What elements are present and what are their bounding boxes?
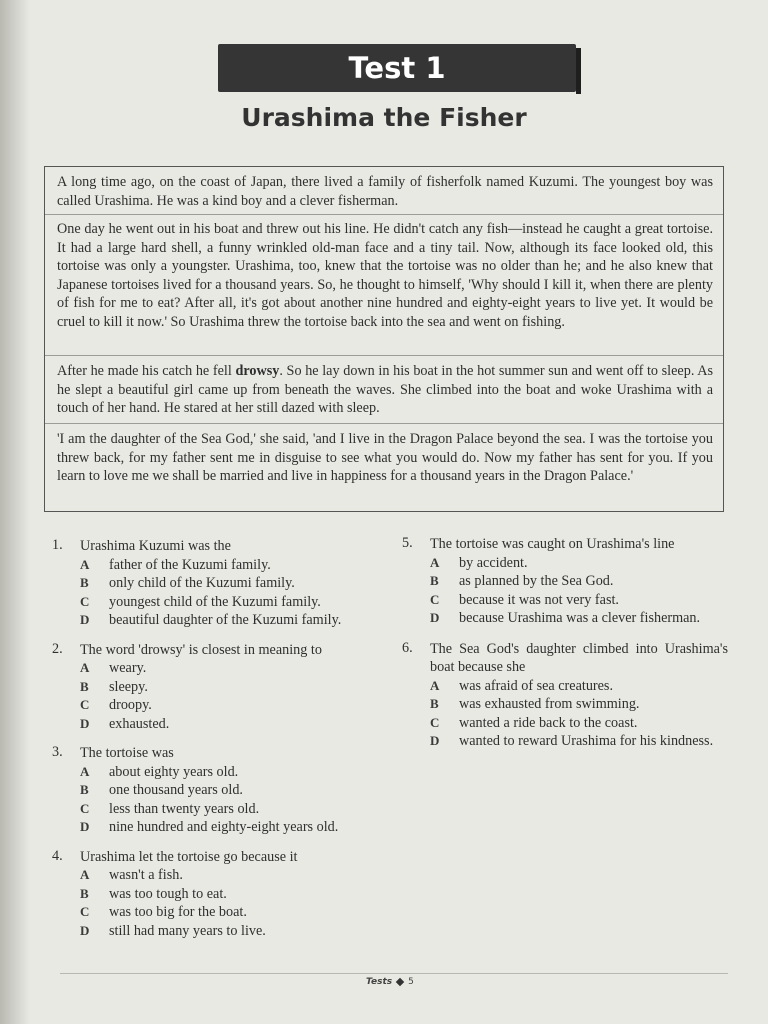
reading-passage	[44, 166, 724, 512]
option-letter: B	[80, 575, 89, 590]
option-letter: C	[80, 904, 90, 919]
option-text: about eighty years old.	[109, 763, 239, 780]
question-number: 1.	[52, 537, 63, 553]
option-text: was too tough to eat.	[109, 885, 227, 902]
option-letter: C	[80, 593, 90, 609]
answer-option[interactable]	[430, 732, 728, 751]
question-number: 4.	[52, 847, 63, 864]
spine-shadow	[0, 0, 30, 1024]
option-text: because Urashima was a clever fisherman.	[459, 610, 701, 626]
option-text: as planned by the Sea God.	[459, 573, 614, 589]
answer-option[interactable]	[80, 715, 382, 734]
option-text: wanted to reward Urashima for his kindness.	[459, 733, 714, 749]
question-stem: The tortoise was caught on Urashima's line	[430, 536, 675, 552]
test-label: Test 1	[348, 51, 446, 85]
answer-option[interactable]	[80, 678, 382, 697]
option-text: still had many years to live.	[109, 922, 266, 939]
option-letter: B	[80, 782, 89, 797]
answer-option[interactable]	[430, 677, 728, 696]
answer-option[interactable]	[80, 574, 382, 593]
question-3	[52, 744, 382, 837]
passage-text: After he made his catch he fell	[57, 363, 236, 379]
question-number: 5.	[402, 535, 413, 551]
question-stem: Urashima let the tortoise go because it	[80, 848, 298, 865]
story-title: Urashima the Fisher	[241, 103, 527, 132]
answer-option[interactable]	[80, 818, 382, 837]
footer-section-label: Tests	[366, 977, 393, 987]
question-6	[402, 640, 728, 751]
question-1	[52, 537, 382, 630]
option-text: weary.	[109, 660, 147, 676]
passage-paragraph-2: One day he went out in his boat and threw out his line. He didn't catch any fish—instead he caught a great tortoise. It had a large hard shell, a funny wrinkled old-man face and a tiny tail. Now, although its face looked old, this tortoise was only a youngster. Urashima, too, knew that the tortoise was no older than he; and he also knew that Japanese tortoises lived for a thousand years. So, he thought to himself, 'Why should I kill it, when there are plenty of fish for me to eat? After all, it's got about another nine hundred and eighty-eight years to live yet. It would be cruel to kill it now.' So Urashima threw the tortoise back into the sea and went on fishing.	[57, 221, 713, 330]
option-letter: B	[80, 885, 89, 901]
answer-option[interactable]	[80, 556, 382, 575]
option-text: youngest child of the Kuzumi family.	[109, 593, 321, 610]
option-letter: C	[430, 714, 440, 730]
vocabulary-word: drowsy	[235, 363, 280, 379]
passage-paragraph-3	[57, 362, 713, 418]
option-text: less than twenty years old.	[109, 800, 260, 817]
answer-option[interactable]	[80, 611, 382, 630]
option-text: was exhausted from swimming.	[459, 696, 640, 712]
option-text: wasn't a fish.	[109, 867, 183, 883]
answer-option[interactable]	[430, 695, 728, 714]
answer-option[interactable]	[80, 800, 382, 819]
paragraph-divider	[45, 355, 723, 356]
answer-option[interactable]	[80, 659, 382, 678]
answer-option[interactable]	[80, 593, 382, 612]
footer-rule	[60, 973, 728, 974]
answer-option[interactable]	[80, 781, 382, 800]
option-letter: D	[80, 715, 90, 731]
option-text: because it was not very fast.	[459, 591, 619, 608]
question-stem: The Sea God's daughter climbed into Urashima's boat because she	[430, 640, 728, 675]
page-footer	[366, 977, 414, 987]
page-number: 5	[408, 977, 414, 987]
option-letter: C	[80, 697, 90, 712]
option-letter: D	[80, 819, 90, 834]
option-letter: B	[80, 678, 89, 694]
question-number: 2.	[52, 640, 63, 657]
option-letter: A	[80, 556, 90, 572]
paragraph-divider	[45, 214, 723, 215]
answer-option[interactable]	[80, 866, 382, 885]
option-letter: A	[80, 763, 90, 779]
option-text: was too big for the boat.	[109, 904, 247, 920]
answer-option[interactable]	[80, 885, 382, 904]
question-stem: Urashima Kuzumi was the	[80, 538, 231, 554]
diamond-icon	[396, 978, 404, 986]
option-text: exhausted.	[109, 715, 170, 732]
option-letter: A	[430, 677, 440, 693]
option-text: nine hundred and eighty-eight years old.	[109, 819, 339, 835]
option-letter: A	[80, 867, 90, 882]
answer-option[interactable]	[430, 554, 728, 573]
option-text: beautiful daughter of the Kuzumi family.	[109, 612, 342, 628]
answer-option[interactable]	[430, 572, 728, 591]
question-number: 3.	[52, 744, 63, 760]
passage-paragraph-1: A long time ago, on the coast of Japan, there lived a family of fisherfolk named Kuzumi. The youngest boy was called Urashima. He was a kind boy and a clever fisherman.	[57, 174, 713, 209]
questions-right-column	[402, 535, 728, 751]
option-text: droopy.	[109, 697, 152, 713]
answer-option[interactable]	[430, 714, 728, 733]
answer-option[interactable]	[80, 696, 382, 715]
option-letter: D	[80, 612, 90, 627]
question-stem: The word 'drowsy' is closest in meaning to	[80, 641, 322, 658]
answer-option[interactable]	[80, 763, 382, 782]
option-text: was afraid of sea creatures.	[459, 677, 614, 694]
option-text: only child of the Kuzumi family.	[109, 575, 295, 591]
option-letter: D	[80, 922, 90, 938]
question-5	[402, 535, 728, 628]
option-letter: D	[430, 610, 440, 625]
option-letter: B	[430, 696, 439, 711]
answer-option[interactable]	[430, 609, 728, 628]
option-text: sleepy.	[109, 678, 148, 695]
option-letter: C	[430, 591, 440, 607]
question-2	[52, 641, 382, 734]
option-text: father of the Kuzumi family.	[109, 556, 271, 573]
passage-text: . So he lay down in his boat in the hot summer sun and went off to sleep. As he slept a beautiful girl came up from beneath the waves. She climbed into the boat and woke Urashima with a touch of her hand. He stared at her still dazed with sleep.	[57, 363, 714, 417]
option-letter: C	[80, 800, 90, 816]
option-letter: D	[430, 733, 440, 748]
passage-paragraph-4: 'I am the daughter of the Sea God,' she said, 'and I live in the Dragon Palace beyond the sea. I was the tortoise you threw back, for my father sent me in disguise to see what you would do. Now my father has sent for you. If you learn to love me we shall be married and live in happiness for a thousand years in the Dragon Palace.'	[57, 431, 713, 485]
question-4	[52, 848, 382, 941]
option-letter: A	[430, 554, 440, 570]
option-letter: A	[80, 660, 90, 675]
test-title-banner	[218, 44, 576, 92]
answer-option[interactable]	[430, 591, 728, 610]
question-number: 6.	[402, 639, 413, 656]
option-text: wanted a ride back to the coast.	[459, 714, 638, 731]
answer-option[interactable]	[80, 922, 382, 941]
questions-left-column	[52, 537, 382, 940]
answer-option[interactable]	[80, 903, 382, 922]
question-stem: The tortoise was	[80, 745, 174, 761]
paragraph-divider	[45, 423, 723, 424]
option-text: by accident.	[459, 554, 528, 571]
option-letter: B	[430, 573, 439, 588]
option-text: one thousand years old.	[109, 782, 243, 798]
